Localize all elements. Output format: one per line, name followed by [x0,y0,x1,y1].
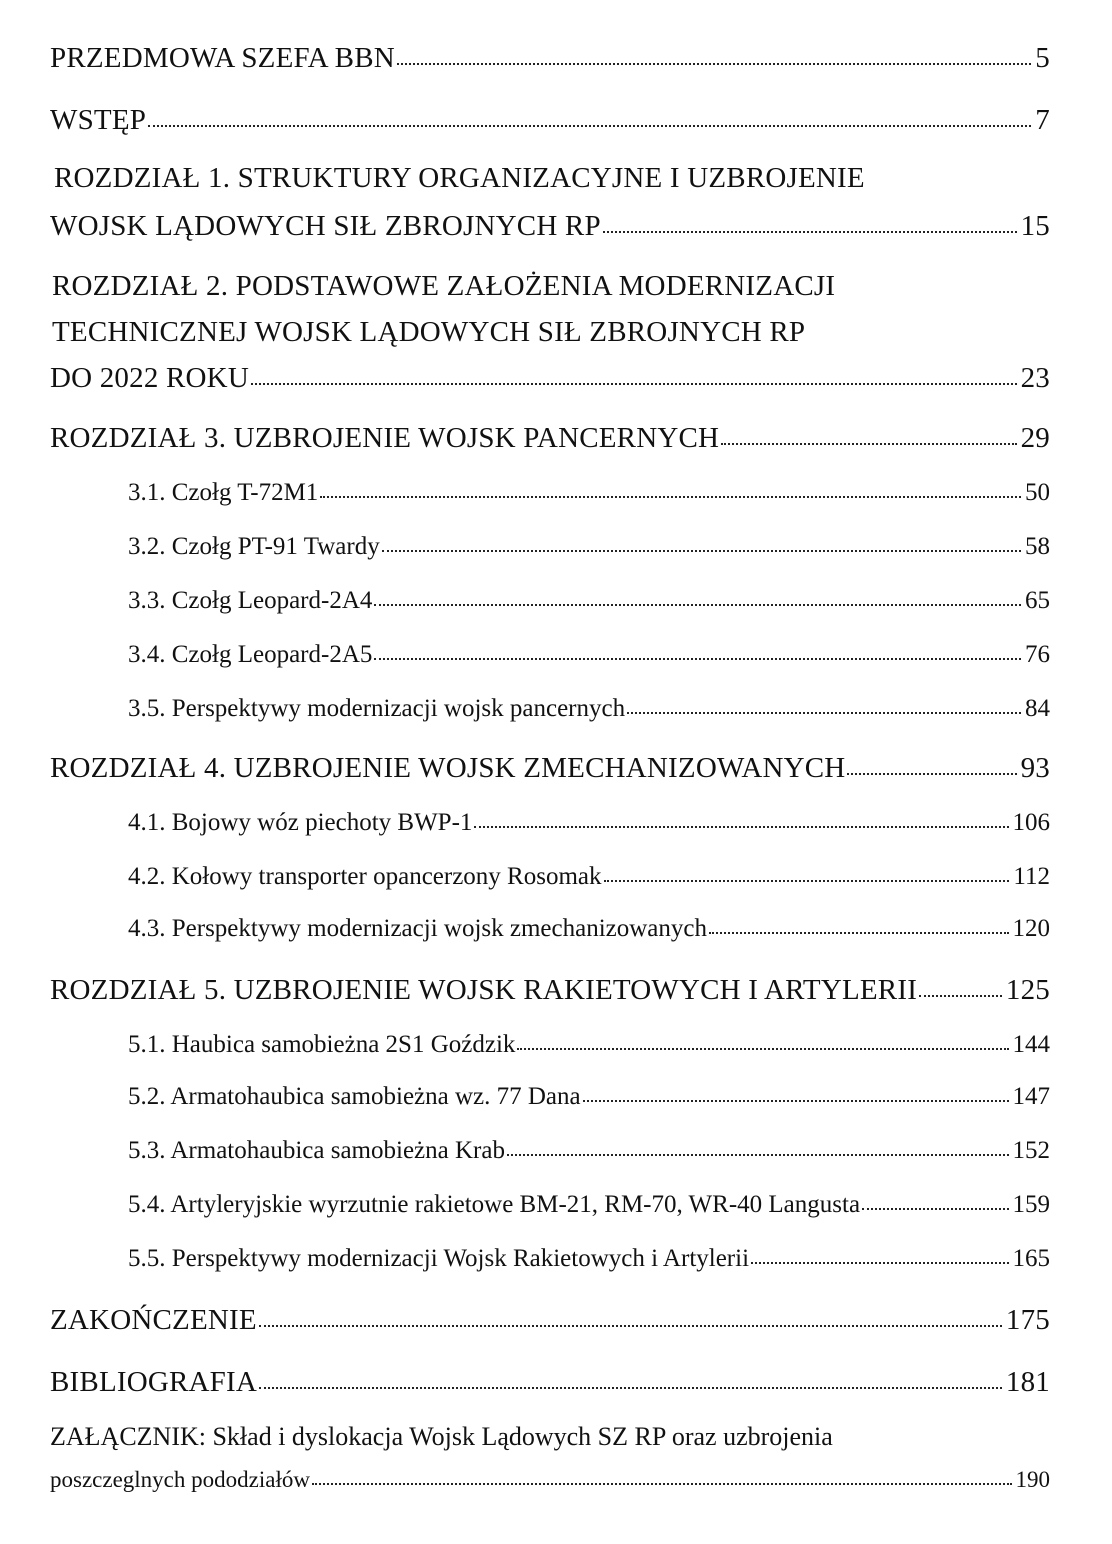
dot-leader [721,443,1016,445]
dot-leader [259,1325,1002,1327]
dot-leader [862,1208,1008,1210]
dot-leader [709,932,1009,934]
dot-leader [603,231,1017,233]
toc-title: BIBLIOGRAFIA [50,1366,258,1398]
dot-leader [583,1100,1009,1102]
toc-line [128,1032,1050,1057]
toc-title: 4.2. Kołowy transporter opancerzony Rosomak [128,863,602,890]
toc-page-number: 112 [1013,863,1050,890]
dot-leader [320,496,1021,498]
dot-leader [751,1262,1008,1264]
toc-title: ROZDZIAŁ 2. PODSTAWOWE ZAŁOŻENIA MODERNIZACJI [52,270,836,302]
toc-title: 5.1. Haubica samobieżna 2S1 Goździk [128,1031,516,1058]
dot-leader [251,383,1017,385]
dot-leader [374,658,1021,660]
toc-title: 3.2. Czołg PT-91 Twardy [128,533,380,560]
toc-title: ROZDZIAŁ 3. UZBROJENIE WOJSK PANCERNYCH [50,422,720,454]
toc-title: 3.4. Czołg Leopard-2A5 [128,641,373,668]
toc-line [128,480,1050,505]
dot-leader [847,773,1016,775]
dot-leader [517,1048,1008,1050]
toc-line [128,1138,1050,1163]
toc-page-number: 23 [1020,362,1050,394]
toc-page-number: 175 [1005,1304,1050,1336]
toc-line [50,1368,1050,1397]
toc-line [128,916,1050,941]
toc-title: 4.1. Bojowy wóz piechoty BWP-1 [128,809,473,836]
toc-line [128,534,1050,559]
toc-title: ZAŁĄCZNIK: Skład i dyslokacja Wojsk Lądowych SZ RP oraz uzbrojenia [50,1422,833,1451]
toc-line [128,1084,1050,1109]
toc-page-number: 125 [1005,974,1050,1006]
toc-title: WSTĘP [50,104,147,136]
toc-line [50,754,1050,783]
toc-page-number: 165 [1012,1245,1050,1272]
toc-line [50,1306,1050,1335]
toc-line [50,1424,833,1450]
toc-page-number: 7 [1035,104,1050,136]
toc-page-number: 181 [1005,1366,1050,1398]
dot-leader [312,1483,1012,1485]
toc-title: 5.4. Artyleryjskie wyrzutnie rakietowe BM-21, RM-70, WR-40 Langusta [128,1191,861,1218]
dot-leader [259,1387,1002,1389]
toc-line [50,364,1050,393]
dot-leader [148,125,1031,127]
toc-line [128,642,1050,667]
toc-title: ZAKOŃCZENIE [50,1304,257,1336]
toc-page-number: 106 [1012,809,1050,836]
toc-title: 3.3. Czołg Leopard-2A4 [128,587,373,614]
dot-leader [397,63,1031,65]
dot-leader [382,550,1021,552]
toc-line [54,164,865,193]
toc-line [128,810,1050,835]
toc-page-number: 29 [1020,422,1050,454]
dot-leader [507,1154,1009,1156]
dot-leader [474,826,1008,828]
toc-page-number: 15 [1020,210,1050,242]
toc-title-continued: TECHNICZNEJ WOJSK LĄDOWYCH SIŁ ZBROJNYCH RP [52,316,806,348]
toc-page-number: 147 [1012,1083,1050,1110]
toc-line [128,864,1050,889]
toc-line [50,1468,1050,1491]
dot-leader [604,880,1010,882]
toc-line [50,44,1050,73]
toc-title: 4.3. Perspektywy modernizacji wojsk zmechanizowanych [128,915,707,942]
dot-leader [627,712,1021,714]
dot-leader [374,604,1021,606]
toc-line [128,1246,1050,1271]
toc-line [50,106,1050,135]
toc-line [128,588,1050,613]
toc-title: 3.5. Perspektywy modernizacji wojsk pancernych [128,695,626,722]
toc-title: 5.5. Perspektywy modernizacji Wojsk Rakietowych i Artylerii [128,1245,750,1272]
toc-title-continued: WOJSK LĄDOWYCH SIŁ ZBROJNYCH RP [50,210,601,242]
toc-title: PRZEDMOWA SZEFA BBN [50,42,395,74]
toc-title: ROZDZIAŁ 4. UZBROJENIE WOJSK ZMECHANIZOWANYCH [50,752,846,784]
toc-line [128,696,1050,721]
toc-page-number: 120 [1012,915,1050,942]
toc-title: 5.2. Armatohaubica samobieżna wz. 77 Dana [128,1083,581,1110]
toc-page-number: 65 [1025,587,1050,614]
toc-line [52,272,835,301]
toc-page-number: 5 [1035,42,1050,74]
toc-line [50,424,1050,453]
toc-page-number: 58 [1025,533,1050,560]
toc-line [128,1192,1050,1217]
dot-leader [919,995,1002,997]
toc-page-number: 190 [1015,1467,1050,1492]
toc-page-number: 50 [1025,479,1050,506]
toc-page-number: 144 [1012,1031,1050,1058]
toc-title: ROZDZIAŁ 1. STRUKTURY ORGANIZACYJNE I UZBROJENIE [54,162,865,194]
toc-title: 5.3. Armatohaubica samobieżna Krab [128,1137,505,1164]
toc-title: ROZDZIAŁ 5. UZBROJENIE WOJSK RAKIETOWYCH I ARTYLERII [50,974,918,1006]
toc-line [50,976,1050,1005]
toc-page-number: 152 [1012,1137,1050,1164]
toc-title-continued: DO 2022 ROKU [50,362,249,394]
toc-page-number: 76 [1025,641,1050,668]
toc-page-number: 84 [1025,695,1050,722]
toc-page-number: 159 [1012,1191,1050,1218]
toc-line [50,212,1050,241]
toc-line [52,318,805,347]
toc-title: 3.1. Czołg T-72M1 [128,479,319,506]
toc-title-continued: poszczeglnych pododziałów [50,1467,310,1492]
toc-page-number: 93 [1020,752,1050,784]
